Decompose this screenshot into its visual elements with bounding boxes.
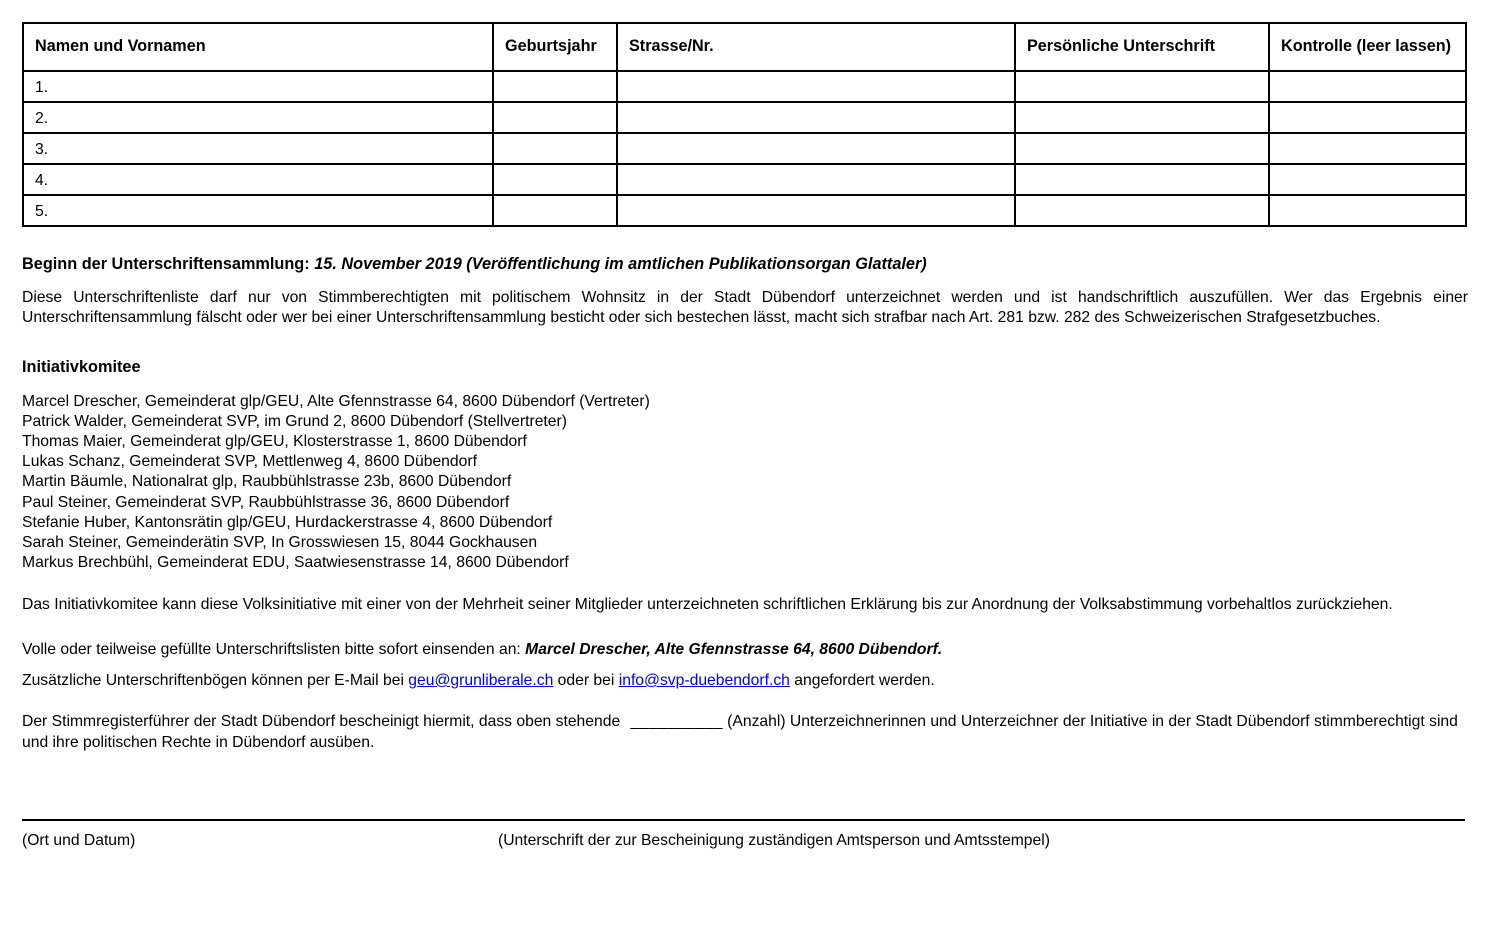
unterschrift-cell [1015,102,1269,133]
header-strasse: Strasse/Nr. [617,23,1015,71]
geburtsjahr-cell [493,133,617,164]
unterschrift-cell [1015,195,1269,226]
committee-member-list [22,392,1468,574]
strasse-cell [617,195,1015,226]
signature-table [22,22,1467,227]
committee-heading: Initiativkomitee [22,357,141,376]
table-header-row [23,23,1466,71]
row-number-cell: 1. [23,71,493,102]
row-number-cell: 2. [23,102,493,133]
committee-member: Lukas Schanz, Gemeinderat SVP, Mettlenweg 4, 8600 Dübendorf [22,453,477,471]
collection-start-line [22,255,1468,274]
collection-start-date: 15. November 2019 (Veröffentlichung im amtlichen Publikationsorgan Glattaler) [314,255,927,273]
send-to-line [22,640,1468,660]
committee-member: Markus Brechbühl, Gemeinderat EDU, Saatwiesenstrasse 14, 8600 Dübendorf [22,554,569,572]
official-signature-line [22,819,1465,821]
unterschrift-cell [1015,71,1269,102]
committee-member: Marcel Drescher, Gemeinderat glp/GEU, Alte Gfennstrasse 64, 8600 Dübendorf (Vertreter) [22,392,650,410]
committee-member: Stefanie Huber, Kantonsrätin glp/GEU, Hurdackerstrasse 4, 8600 Dübendorf [22,513,553,531]
table-row [23,71,1466,102]
kontrolle-cell [1269,195,1466,226]
request-prefix: Zusätzliche Unterschriftenbögen können per E-Mail bei [22,672,404,690]
strasse-cell [617,133,1015,164]
certification-text-before: Der Stimmregisterführer der Stadt Dübendorf bescheinigt hiermit, dass oben stehende [22,713,621,731]
kontrolle-cell [1269,102,1466,133]
row-number-cell: 5. [23,195,493,226]
official-signature-caption: (Unterschrift der zur Bescheinigung zuständigen Amtsperson und Amtsstempel) [498,831,1050,849]
header-geburtsjahr: Geburtsjahr [493,23,617,71]
email-link-svp[interactable]: info@svp-duebendorf.ch [618,672,790,690]
table-row [23,195,1466,226]
committee-member: Thomas Maier, Gemeinderat glp/GEU, Klosterstrasse 1, 8600 Dübendorf [22,433,527,450]
collection-start-label: Beginn der Unterschriftensammlung: [22,255,310,273]
request-line [22,671,1468,691]
place-date-caption: (Ort und Datum) [22,831,136,849]
geburtsjahr-cell [493,71,617,102]
table-row [23,102,1466,133]
request-suffix: angefordert werden. [794,672,935,690]
table-row [23,164,1466,195]
unterschrift-cell [1015,164,1269,195]
strasse-cell [617,71,1015,102]
count-blank-field: __________ [630,713,723,731]
row-number-cell: 4. [23,164,493,195]
kontrolle-cell [1269,71,1466,102]
email-link-glp[interactable]: geu@grunliberale.ch [408,672,554,690]
strasse-cell [617,102,1015,133]
kontrolle-cell [1269,164,1466,195]
row-number-cell: 3. [23,133,493,164]
committee-member: Paul Steiner, Gemeinderat SVP, Raubbühlstrasse 36, 8600 Dübendorf [22,493,510,511]
geburtsjahr-cell [493,195,617,226]
header-kontrolle: Kontrolle (leer lassen) [1269,23,1466,71]
header-unterschrift: Persönliche Unterschrift [1015,23,1269,71]
unterschrift-cell [1015,133,1269,164]
withdrawal-notice: Das Initiativkomitee kann diese Volksinitiative mit einer von der Mehrheit seiner Mitglieder unterzeichneten schriftlichen Erklärung bis zur Anordnung der Volksabstimmung vorbehaltlos zurückziehen. [22,596,1393,614]
geburtsjahr-cell [493,164,617,195]
send-to-address: Marcel Drescher, Alte Gfennstrasse 64, 8600 Dübendorf. [525,640,943,658]
table-row [23,133,1466,164]
kontrolle-cell [1269,133,1466,164]
certification-text-after: (Anzahl) Unterzeichnerinnen und Unterzeichner der Initiative in der Stadt Dübendorf stimmberechtigt sind und ihre politischen Rechte in Dübendorf ausüben. [22,713,1458,751]
header-namen: Namen und Vornamen [23,23,493,71]
request-middle: oder bei [557,672,615,690]
send-to-text: Volle oder teilweise gefüllte Unterschriftslisten bitte sofort einsenden an: [22,640,521,658]
committee-member: Martin Bäumle, Nationalrat glp, Raubbühlstrasse 23b, 8600 Dübendorf [22,473,512,491]
legal-notice: Diese Unterschriftenliste darf nur von Stimmberechtigten mit politischem Wohnsitz in der Stadt Dübendorf unterzeichnet werden und ist handschriftlich auszufüllen. Wer das Ergebnis einer Unterschriftensammlung fälscht oder wer bei einer Unterschriftensammlung besticht oder sich bestechen lässt, macht sich strafbar nach Art. 281 bzw. 282 des Schweizerischen Strafgesetzbuches. [22,289,1468,327]
signature-captions [22,832,1468,850]
strasse-cell [617,164,1015,195]
geburtsjahr-cell [493,102,617,133]
committee-member: Sarah Steiner, Gemeinderätin SVP, In Grosswiesen 15, 8044 Gockhausen [22,534,538,552]
certification-paragraph [22,712,1468,753]
committee-member: Patrick Walder, Gemeinderat SVP, im Grund 2, 8600 Dübendorf (Stellvertreter) [22,412,567,430]
